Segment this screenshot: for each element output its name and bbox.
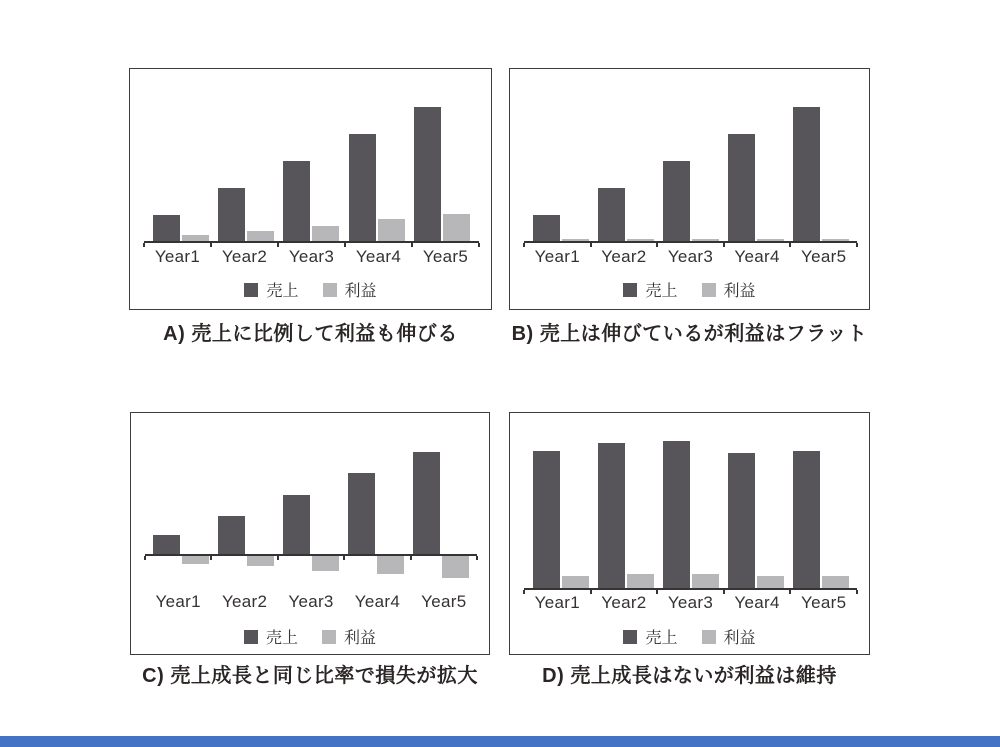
profit-bar-year3 bbox=[312, 555, 339, 571]
legend-item-profit bbox=[323, 278, 377, 301]
bar-group-year2 bbox=[218, 413, 274, 555]
legend-swatch-sales bbox=[623, 630, 637, 644]
x-axis-label-year5: Year5 bbox=[422, 247, 469, 266]
bar-group-year3 bbox=[663, 69, 719, 242]
x-axis-label-year3: Year3 bbox=[288, 247, 335, 266]
bar-group-year4 bbox=[349, 69, 405, 242]
legend-label-profit: 利益 bbox=[344, 630, 377, 647]
legend bbox=[510, 625, 869, 648]
legend-label-sales: 売上 bbox=[645, 630, 678, 647]
bar-group-year4 bbox=[728, 69, 784, 242]
bar-group-year1 bbox=[153, 69, 209, 242]
x-axis-line bbox=[144, 241, 479, 243]
plot-area-b bbox=[524, 69, 857, 242]
bar-group-year1 bbox=[533, 69, 589, 242]
sales-bar-year5 bbox=[413, 452, 440, 555]
profit-bar-year5 bbox=[442, 555, 469, 578]
sales-bar-year2 bbox=[598, 443, 625, 590]
legend-label-sales: 売上 bbox=[266, 283, 299, 300]
x-axis-labels bbox=[524, 593, 857, 613]
sales-bar-year2 bbox=[218, 516, 245, 555]
sales-bar-year4 bbox=[348, 473, 375, 555]
sales-bar-year3 bbox=[663, 441, 690, 589]
x-axis-label-year4: Year4 bbox=[355, 247, 402, 266]
profit-bar-year4 bbox=[757, 576, 784, 589]
sales-bar-year5 bbox=[793, 451, 820, 589]
legend-item-sales bbox=[623, 278, 677, 301]
plot-area-a bbox=[144, 69, 479, 242]
sales-bar-year5 bbox=[793, 107, 820, 242]
x-axis-label-year4: Year4 bbox=[734, 593, 780, 612]
profit-bar-year3 bbox=[692, 574, 719, 589]
x-axis-label-year2: Year2 bbox=[221, 592, 268, 611]
x-axis-line bbox=[524, 241, 857, 243]
chart-panel-b bbox=[509, 68, 870, 310]
bar-group-year2 bbox=[218, 69, 274, 242]
profit-bar-year1 bbox=[182, 555, 209, 564]
x-axis-line bbox=[145, 554, 477, 556]
chart-panel-a bbox=[129, 68, 492, 310]
legend-label-sales: 売上 bbox=[265, 630, 298, 647]
profit-bar-year2 bbox=[627, 574, 654, 589]
plot-area-d bbox=[524, 413, 857, 589]
x-axis-label-year2: Year2 bbox=[221, 247, 268, 266]
x-axis-label-year1: Year1 bbox=[534, 247, 580, 266]
x-axis-line bbox=[524, 588, 857, 590]
x-axis-tick bbox=[410, 556, 412, 560]
legend-swatch-sales bbox=[244, 283, 258, 297]
profit-bar-year5 bbox=[443, 214, 470, 242]
legend-item-profit bbox=[702, 625, 756, 648]
legend-label-sales: 売上 bbox=[645, 283, 678, 300]
x-axis-label-year4: Year4 bbox=[354, 592, 401, 611]
sales-bar-year1 bbox=[533, 451, 560, 589]
legend-item-profit bbox=[702, 278, 756, 301]
sales-bar-year5 bbox=[414, 107, 441, 242]
legend-label-profit: 利益 bbox=[723, 630, 756, 647]
bar-group-year2 bbox=[598, 69, 654, 242]
legend-swatch-profit bbox=[323, 283, 337, 297]
x-axis-labels bbox=[144, 247, 479, 267]
legend-swatch-profit bbox=[702, 630, 716, 644]
legend-swatch-profit bbox=[322, 630, 336, 644]
chart-panel-c bbox=[130, 412, 490, 655]
bar-group-year1 bbox=[153, 413, 209, 555]
chart-panel-d bbox=[509, 412, 870, 655]
legend-item-profit bbox=[322, 625, 376, 648]
legend bbox=[131, 625, 489, 648]
x-axis-tick bbox=[277, 556, 279, 560]
profit-bar-year4 bbox=[377, 555, 404, 574]
legend-label-profit: 利益 bbox=[344, 283, 377, 300]
x-axis-label-year4: Year4 bbox=[734, 247, 780, 266]
x-axis-label-year3: Year3 bbox=[288, 592, 334, 611]
x-axis-label-year3: Year3 bbox=[667, 247, 714, 266]
bar-group-year1 bbox=[533, 413, 589, 589]
x-axis-label-year5: Year5 bbox=[421, 592, 467, 611]
legend-swatch-profit bbox=[702, 283, 716, 297]
bar-group-year5 bbox=[793, 69, 849, 242]
caption-chart-c: C) 売上成長と同じ比率で損失が拡大 bbox=[142, 665, 478, 687]
legend-label-profit: 利益 bbox=[723, 283, 756, 300]
caption-chart-a: A) 売上に比例して利益も伸びる bbox=[163, 323, 458, 345]
x-axis-tick bbox=[343, 556, 345, 560]
x-axis-tick bbox=[476, 556, 478, 560]
x-axis-label-year1: Year1 bbox=[155, 592, 201, 611]
caption-chart-b: B) 売上は伸びているが利益はフラット bbox=[511, 323, 868, 345]
sales-bar-year2 bbox=[218, 188, 245, 242]
legend bbox=[510, 278, 869, 301]
x-axis-labels bbox=[524, 247, 857, 267]
bar-group-year4 bbox=[348, 413, 404, 555]
x-axis-label-year5: Year5 bbox=[801, 247, 847, 266]
sales-bar-year1 bbox=[533, 215, 560, 242]
legend-swatch-sales bbox=[244, 630, 258, 644]
x-axis-label-year2: Year2 bbox=[601, 593, 647, 612]
caption-chart-d: D) 売上成長はないが利益は維持 bbox=[542, 665, 837, 687]
x-axis-label-year2: Year2 bbox=[601, 247, 647, 266]
bar-group-year3 bbox=[663, 413, 719, 589]
sales-bar-year3 bbox=[663, 161, 690, 242]
sales-bar-year3 bbox=[283, 161, 310, 242]
x-axis-label-year3: Year3 bbox=[667, 593, 714, 612]
profit-bar-year4 bbox=[378, 219, 405, 242]
legend-swatch-sales bbox=[623, 283, 637, 297]
sales-bar-year1 bbox=[153, 215, 180, 242]
legend-item-sales bbox=[244, 278, 298, 301]
x-axis-label-year5: Year5 bbox=[801, 593, 847, 612]
bar-group-year3 bbox=[283, 413, 339, 555]
footer-accent-bar bbox=[0, 736, 1000, 747]
sales-bar-year2 bbox=[598, 188, 625, 242]
sales-bar-year1 bbox=[153, 535, 180, 555]
sales-bar-year4 bbox=[349, 134, 376, 242]
sales-bar-year4 bbox=[728, 453, 755, 589]
profit-bar-year5 bbox=[822, 576, 849, 589]
x-axis-labels bbox=[145, 592, 477, 612]
profit-bar-year2 bbox=[247, 555, 274, 566]
x-axis-tick bbox=[210, 556, 212, 560]
bar-group-year2 bbox=[598, 413, 654, 589]
x-axis-tick bbox=[144, 556, 146, 560]
sales-bar-year4 bbox=[728, 134, 755, 242]
bar-group-year5 bbox=[413, 413, 469, 555]
legend bbox=[130, 278, 491, 301]
legend-item-sales bbox=[623, 625, 677, 648]
legend-item-sales bbox=[244, 625, 298, 648]
plot-area-c bbox=[145, 413, 477, 555]
bar-group-year5 bbox=[414, 69, 470, 242]
x-axis-label-year1: Year1 bbox=[534, 593, 580, 612]
profit-bar-year3 bbox=[312, 226, 339, 242]
profit-bar-year1 bbox=[562, 576, 589, 589]
bar-group-year5 bbox=[793, 413, 849, 589]
sales-bar-year3 bbox=[283, 495, 310, 555]
bar-group-year3 bbox=[283, 69, 339, 242]
bar-group-year4 bbox=[728, 413, 784, 589]
x-axis-label-year1: Year1 bbox=[154, 247, 201, 266]
